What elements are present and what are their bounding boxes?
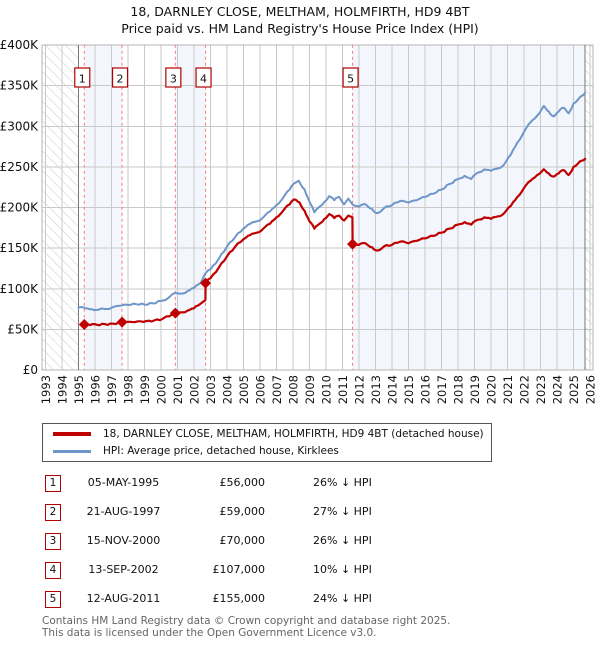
y-axis-label: £200K xyxy=(0,200,38,215)
sale-flag-number-5: 5 xyxy=(347,72,355,86)
x-axis-label: 2008 xyxy=(286,375,301,405)
y-axis-label: £50K xyxy=(7,322,38,337)
x-axis-label: 2025 xyxy=(567,375,581,405)
x-axis-label: 2009 xyxy=(303,375,317,405)
y-axis-label: £400K xyxy=(0,38,38,52)
row-number-badge: 1 xyxy=(45,475,61,492)
y-axis-label: £250K xyxy=(0,159,38,174)
table-row xyxy=(0,557,600,586)
sale-vs-hpi: 27% ↓ HPI xyxy=(313,505,372,518)
legend-item-price xyxy=(43,428,491,440)
y-axis-label: £100K xyxy=(0,281,38,296)
chart-legend xyxy=(42,423,492,462)
x-axis-label: 1995 xyxy=(72,375,86,405)
x-axis-label: 2022 xyxy=(517,375,532,405)
x-axis-label: 2004 xyxy=(220,375,235,405)
x-axis-label: 1993 xyxy=(39,375,53,405)
sale-flag-number-3: 3 xyxy=(169,72,177,86)
footer-line-1: Contains HM Land Registry data © Crown copyright and database right 2025. xyxy=(42,615,451,627)
sale-vs-hpi: 26% ↓ HPI xyxy=(313,476,372,489)
sale-flag-number-1: 1 xyxy=(78,72,86,86)
sale-flag-number-4: 4 xyxy=(200,72,208,86)
table-row xyxy=(0,499,600,528)
x-axis-label: 2012 xyxy=(352,375,367,405)
sale-flag-number-2: 2 xyxy=(116,72,124,86)
x-axis-label: 1999 xyxy=(138,375,152,405)
row-number-badge: 3 xyxy=(45,533,61,550)
x-axis-label: 2011 xyxy=(336,375,350,405)
x-axis-label: 1997 xyxy=(105,375,119,405)
sale-vs-hpi: 10% ↓ HPI xyxy=(313,563,372,576)
table-row xyxy=(0,586,600,615)
x-axis-label: 2024 xyxy=(550,375,565,405)
x-axis-label: 2007 xyxy=(270,375,284,405)
page-title: 18, DARNLEY CLOSE, MELTHAM, HOLMFIRTH, HD9 4BT xyxy=(130,4,470,19)
sale-date: 21-AUG-1997 xyxy=(86,505,161,518)
sale-price: £56,000 xyxy=(219,476,265,489)
x-axis-label: 2006 xyxy=(253,375,268,405)
sale-date: 15-NOV-2000 xyxy=(86,534,161,547)
row-number-badge: 4 xyxy=(45,562,61,579)
x-axis-label: 2003 xyxy=(204,375,218,405)
x-axis-label: 2013 xyxy=(369,375,383,405)
x-axis-label: 2016 xyxy=(418,375,433,405)
x-axis-label: 2018 xyxy=(451,375,466,405)
sale-price: £59,000 xyxy=(219,505,265,518)
x-axis-label: 2019 xyxy=(468,375,482,405)
sale-price: £155,000 xyxy=(212,592,265,605)
x-axis-label: 2001 xyxy=(171,375,185,405)
x-axis-label: 2000 xyxy=(154,375,169,405)
hpi-line-swatch xyxy=(53,450,91,453)
x-axis-label: 2015 xyxy=(402,375,416,405)
y-axis-label: £0 xyxy=(22,363,38,377)
sales-table xyxy=(0,470,600,615)
price-line-swatch xyxy=(53,432,91,436)
legend-label-hpi: HPI: Average price, detached house, Kirklees xyxy=(103,445,339,457)
x-axis-label: 2026 xyxy=(583,375,598,405)
y-axis-label: £350K xyxy=(0,78,38,93)
table-row xyxy=(0,470,600,499)
x-axis-label: 2005 xyxy=(237,375,251,405)
x-axis-label: 2020 xyxy=(484,375,499,405)
x-axis-label: 1996 xyxy=(88,375,103,405)
row-number-badge: 5 xyxy=(45,591,61,608)
legend-label-price: 18, DARNLEY CLOSE, MELTHAM, HOLMFIRTH, HD9 4BT (detached house) xyxy=(103,428,484,440)
legend-item-hpi xyxy=(43,445,491,457)
y-axis-label: £150K xyxy=(0,241,38,256)
page-subtitle: Price paid vs. HM Land Registry's House Price Index (HPI) xyxy=(121,21,479,36)
footer-line-2: This data is licensed under the Open Government Licence v3.0. xyxy=(42,626,377,639)
y-axis-label: £300K xyxy=(0,119,38,134)
x-axis-label: 1998 xyxy=(121,375,136,405)
sale-date: 13-SEP-2002 xyxy=(88,563,159,576)
row-number-badge: 2 xyxy=(45,504,61,521)
x-axis-label: 2002 xyxy=(187,375,202,405)
x-axis-label: 2014 xyxy=(385,375,400,405)
x-axis-label: 2010 xyxy=(319,375,334,405)
sale-vs-hpi: 24% ↓ HPI xyxy=(313,592,372,605)
x-axis-label: 2023 xyxy=(534,375,548,405)
sale-vs-hpi: 26% ↓ HPI xyxy=(313,534,372,547)
sale-price: £70,000 xyxy=(219,534,265,547)
sale-date: 05-MAY-1995 xyxy=(87,476,160,489)
x-axis-label: 2017 xyxy=(435,375,449,405)
table-row xyxy=(0,528,600,557)
footer xyxy=(42,616,450,639)
sale-price: £107,000 xyxy=(212,563,265,576)
x-axis-label: 1994 xyxy=(55,375,70,405)
sale-date: 12-AUG-2011 xyxy=(86,592,161,605)
x-axis-label: 2021 xyxy=(501,375,515,405)
